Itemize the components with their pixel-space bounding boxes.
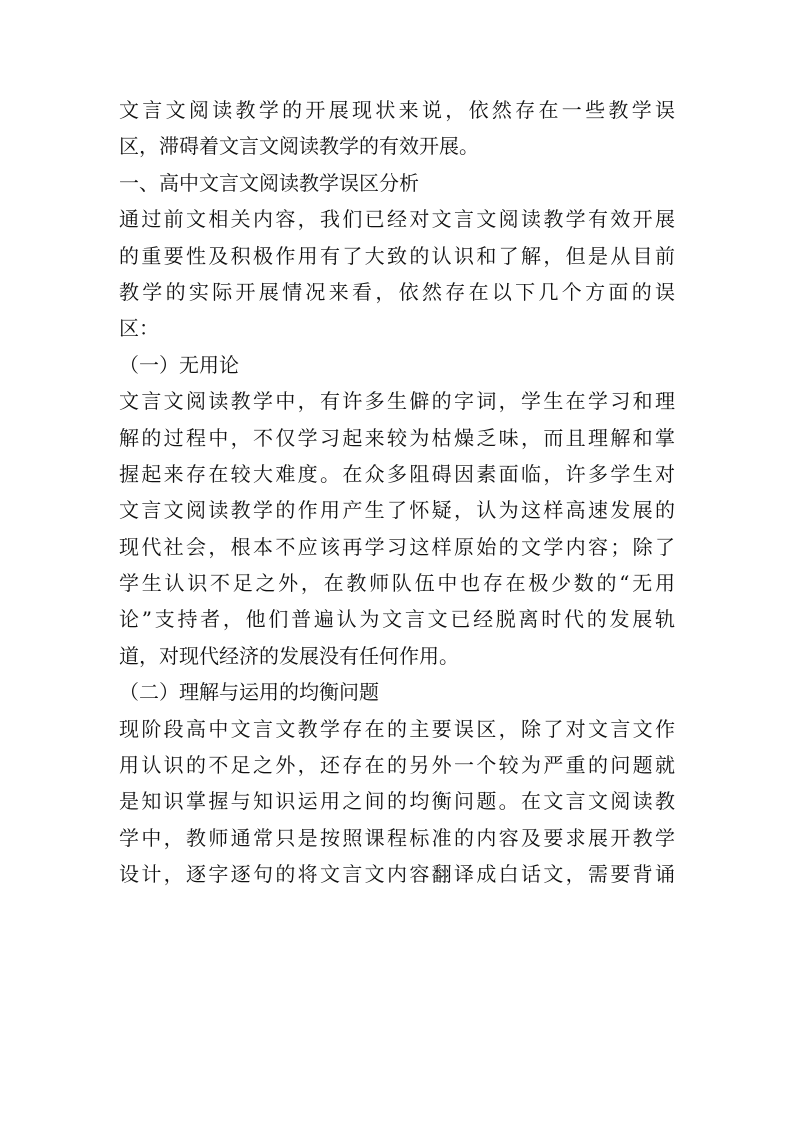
text-line: 现阶段高中文言文教学存在的主要误区，除了对文言文作	[119, 716, 675, 741]
paragraph	[119, 201, 675, 347]
paragraph	[119, 383, 675, 674]
text-line: 文言文阅读教学的作用产生了怀疑，认为这样高速发展的	[119, 498, 675, 523]
text-line: 区：	[119, 316, 159, 341]
text-line: 教学的实际开展情况来看，依然存在以下几个方面的误	[119, 279, 675, 304]
text-line: 文言文阅读教学中，有许多生僻的字词，学生在学习和理	[119, 389, 675, 414]
text-line: 文言文阅读教学的开展现状来说，依然存在一些教学误	[119, 98, 675, 122]
text-line: 的重要性及积极作用有了大致的认识和了解，但是从目前	[119, 243, 675, 268]
text-line: 学生认识不足之外，在教师队伍中也存在极少数的“无用	[119, 571, 675, 596]
text-line: 通过前文相关内容，我们已经对文言文阅读教学有效开展	[119, 207, 675, 232]
subsection-heading	[119, 347, 675, 383]
document-body	[119, 92, 675, 893]
text-line: 现代社会，根本不应该再学习这样原始的文学内容；除了	[119, 534, 675, 559]
text-line: 学中，教师通常只是按照课程标准的内容及要求展开教学	[119, 825, 675, 850]
paragraph	[119, 711, 675, 893]
heading-text: （一）无用论	[119, 352, 239, 377]
text-line: 论”支持者，他们普遍认为文言文已经脱离时代的发展轨	[119, 607, 675, 632]
text-line: 区，滞碍着文言文阅读教学的有效开展。	[119, 134, 479, 159]
subsection-heading	[119, 674, 675, 710]
text-line: 解的过程中，不仅学习起来较为枯燥乏味，而且理解和掌	[119, 425, 675, 450]
text-line: 握起来存在较大难度。在众多阻碍因素面临，许多学生对	[119, 461, 675, 486]
heading-text: 一、高中文言文阅读教学误区分析	[119, 170, 419, 195]
text-line: 道，对现代经济的发展没有任何作用。	[119, 643, 459, 668]
section-heading	[119, 165, 675, 201]
paragraph-intro	[119, 92, 675, 165]
heading-text: （二）理解与运用的均衡问题	[119, 680, 379, 705]
text-line: 用认识的不足之外，还存在的另外一个较为严重的问题就	[119, 753, 675, 778]
text-line: 是知识掌握与知识运用之间的均衡问题。在文言文阅读教	[119, 789, 675, 814]
text-line: 设计，逐字逐句的将文言文内容翻译成白话文，需要背诵	[119, 862, 675, 887]
